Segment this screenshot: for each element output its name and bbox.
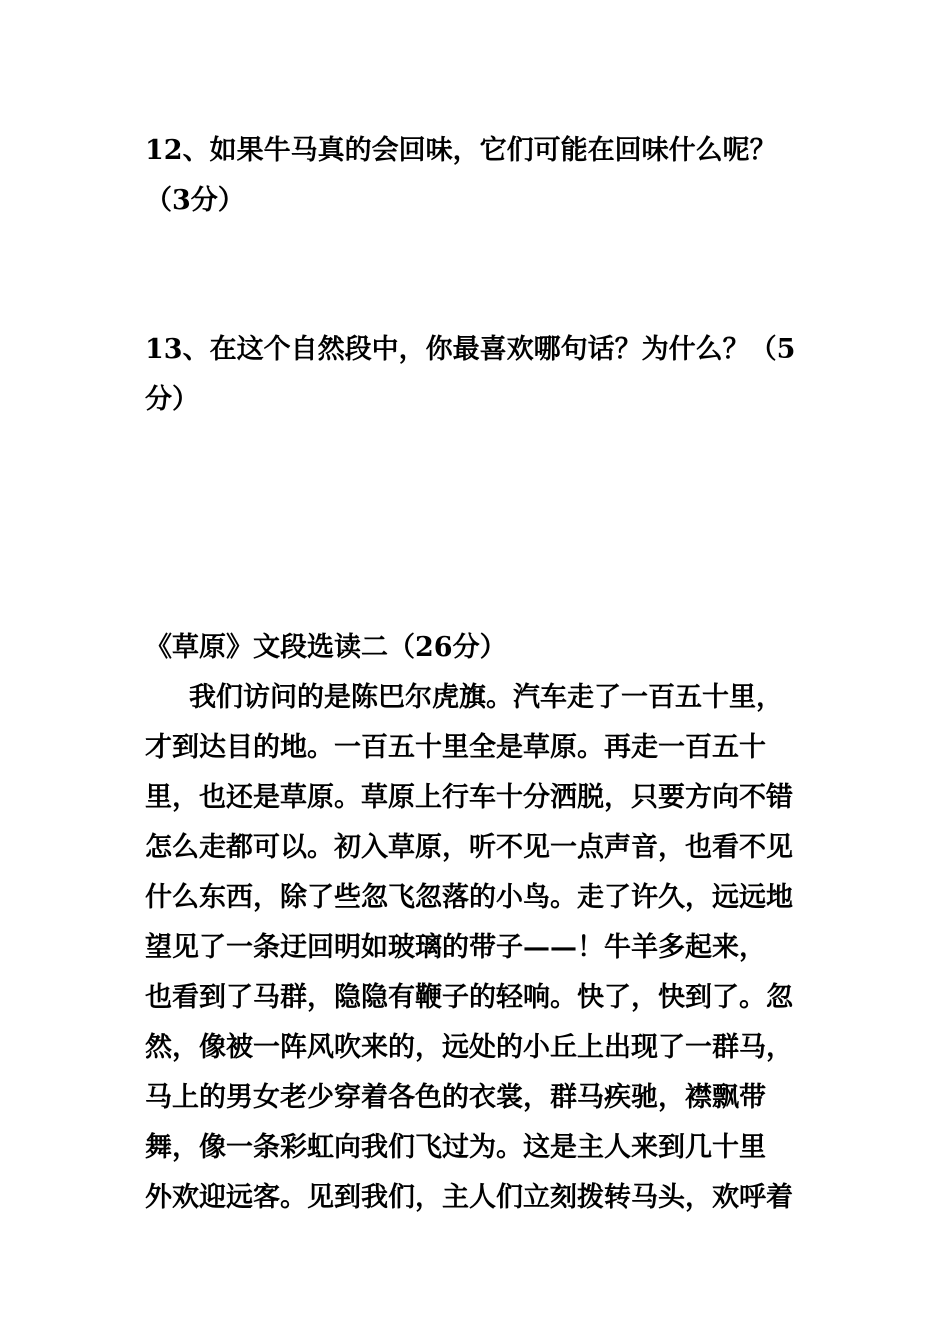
- paragraph-line: 舞，像一条彩虹向我们飞过为。这是主人来到几十里: [145, 1132, 766, 1163]
- paragraph-line: 马上的男女老少穿着各色的衣裳，群马疾驰，襟飘带: [145, 1082, 766, 1113]
- paragraph-line: 然，像被一阵风吹来的，远处的小丘上出现了一群马，: [145, 1032, 793, 1063]
- paragraph-line: 也看到了马群，隐隐有鞭子的轻响。快了，快到了。忽: [145, 982, 793, 1013]
- paragraph-line: 我们访问的是陈巴尔虎旗。汽车走了一百五十里，: [189, 682, 783, 713]
- paragraph-line: 外欢迎远客。见到我们，主人们立刻拨转马头，欢呼着: [145, 1182, 793, 1213]
- paragraph-line: 望见了一条迂回明如玻璃的带子——！牛羊多起来，: [145, 932, 766, 963]
- paragraph-line: 怎么走都可以。初入草原，听不见一点声音，也看不见: [145, 832, 793, 863]
- question-13-line-2: 分）: [145, 384, 199, 415]
- paragraph-line: 里，也还是草原。草原上行车十分洒脱，只要方向不错: [145, 782, 793, 813]
- paragraph-line: 什么东西，除了些忽飞忽落的小鸟。走了许久，远远地: [145, 882, 793, 913]
- paragraph-line: 才到达目的地。一百五十里全是草原。再走一百五十: [145, 732, 766, 763]
- question-12-line-2: （3分）: [145, 185, 245, 216]
- question-12-line-1: 12、如果牛马真的会回味，它们可能在回味什么呢？: [145, 135, 777, 166]
- section-title: 《草原》文段选读二（26分）: [145, 632, 507, 663]
- question-13-line-1: 13、在这个自然段中，你最喜欢哪句话？为什么？（5: [145, 334, 796, 365]
